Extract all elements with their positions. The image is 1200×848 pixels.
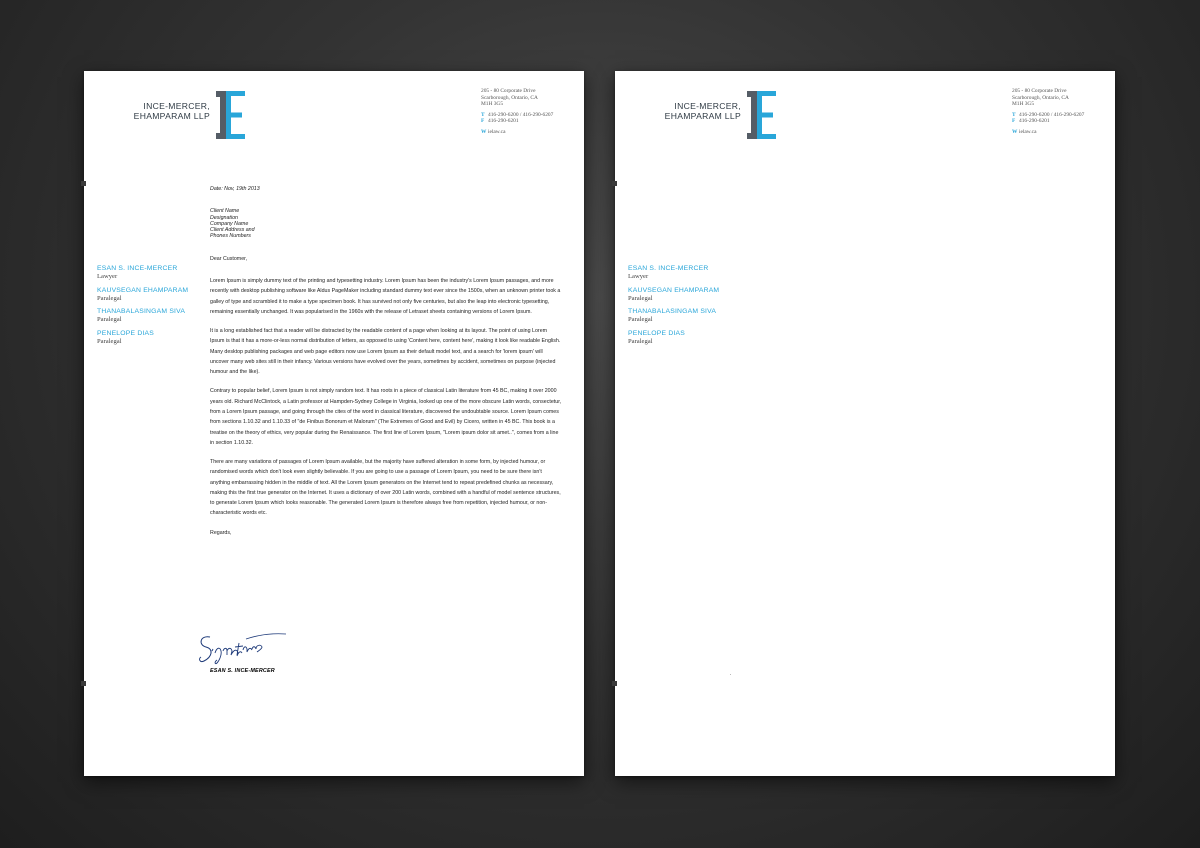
phone-label: T <box>481 111 485 118</box>
letter-body <box>210 184 562 538</box>
letterhead-sheet-blank <box>615 71 1115 776</box>
staff-list <box>97 265 207 351</box>
staff-name: ESAN S. INCE-MERCER <box>628 265 709 272</box>
staff-role: Paralegal <box>628 294 653 302</box>
phone-number: 416-290-6200 / 416-290-6207 <box>1019 111 1085 118</box>
address-line: M1H 3G5 <box>1012 101 1035 108</box>
fax-number: 416-290-6201 <box>1019 118 1050 125</box>
fax-label: F <box>481 118 485 125</box>
staff-member <box>97 308 207 324</box>
staff-role: Lawyer <box>97 273 118 280</box>
address-line: 205 - 80 Corporate Drive <box>1012 88 1067 94</box>
staff-name: THANABALASINGAM SIVA <box>628 308 717 315</box>
letter-paragraph: It is a long established fact that a reader will be distracted by the readable content of a page when looking at its layout. The point of using Lorem Ipsum is that it has a more-or-less normal distribution of letters, as opposed to using 'Content here, content here', making it look like readable English. Many desktop publishing packages and web page editors now use Lorem Ipsum as their default model text, and a search for 'lorem ipsum' will uncover many web sites still in their infancy. Various versions have evolved over the years, sometimes by accident, sometimes on purpose (injected humour and the like). <box>210 328 561 376</box>
staff-name: THANABALASINGAM SIVA <box>97 308 186 315</box>
staff-member <box>628 330 738 346</box>
recipient-line: Client Address and <box>210 227 255 234</box>
address-line: Scarborough, Ontario, CA <box>481 94 538 101</box>
letter-paragraph: Contrary to popular belief, Lorem Ipsum is not simply random text. It has roots in a piece of classical Latin literature from 45 BC, making it over 2000 years old. Richard McClintock, a Latin professor at Hampden-Sydney College in Virginia, looked up one of the more obscure Latin words, consectetur, from a Lorem Ipsum passage, and going through the cites of the word in classical literature, discovered the undoubtable source. Lorem Ipsum comes from sections 1.10.32 and 1.10.33 of "de Finibus Bonorum et Malorum" (The Extremes of Good and Evil) by Cicero, written in 45 BC. This book is a treatise on the theory of ethics, very popular during the Renaissance. The first line of Lorem Ipsum, "Lorem ipsum dolor sit amet..", comes from a line in section 1.10.32. <box>210 388 562 446</box>
staff-member <box>628 265 738 281</box>
letter-paragraph: Lorem Ipsum is simply dummy text of the printing and typesetting industry. Lorem Ipsum has been the industry's Lorem Ipsum passages, and more recently with desktop publishing software like Aldus PageMaker including standard dummy text ever since the 1500s, when an unknown printer took a galley of type and scrambled it to make a type specimen book. It has survived not only five centuries, but also the leap into electronic typesetting, remaining essentially unchanged. It was popularised in the 1960s with the release of Letraset sheets containing versions of Lorem Ipsum. <box>210 278 561 315</box>
staff-role: Lawyer <box>628 273 649 280</box>
web-row <box>481 129 583 136</box>
signature-image <box>196 627 306 669</box>
staff-member <box>628 287 738 303</box>
ie-monogram-icon <box>212 91 252 139</box>
staff-member <box>628 308 738 324</box>
staff-role: Paralegal <box>628 337 653 345</box>
web-address: ielaw.ca <box>488 128 506 135</box>
staff-role: Paralegal <box>97 337 122 345</box>
firm-name <box>665 102 741 121</box>
web-label: W <box>481 128 487 135</box>
fold-mark <box>81 681 86 686</box>
letterhead-sheet-with-letter <box>84 71 584 776</box>
staff-member <box>97 265 207 281</box>
fold-mark <box>612 181 617 186</box>
firm-logo <box>133 91 258 139</box>
phone-number: 416-290-6200 / 416-290-6207 <box>488 111 554 118</box>
firm-name-line1: INCE-MERCER, <box>143 101 210 111</box>
staff-list <box>628 265 738 351</box>
fold-mark <box>81 181 86 186</box>
letter-paragraph: There are many variations of passages of Lorem Ipsum available, but the majority have suffered alteration in some form, by injected humour, or randomised words which don't look even slightly believable. If you are going to use a passage of Lorem Ipsum, you need to be sure there isn't anything embarrassing hidden in the middle of text. All the Lorem Ipsum generators on the Internet tend to repeat predefined chunks as necessary, making this the first true generator on the Internet. It uses a dictionary of over 200 Latin words, combined with a handful of model sentence structures, to generate Lorem Ipsum which looks reasonable. The generated Lorem Ipsum is therefore always free from repetition, injected humour, or non-characteristic words etc. <box>210 458 561 517</box>
firm-name-line2: EHAMPARAM LLP <box>664 110 741 121</box>
staff-name: PENELOPE DIAS <box>628 329 685 337</box>
closing: Regards, <box>210 529 232 536</box>
phone-row <box>1012 112 1114 119</box>
recipient-line: Client Name <box>210 208 240 215</box>
address-line: 205 - 80 Corporate Drive <box>481 88 536 94</box>
paper-speck <box>730 674 731 675</box>
recipient-line: Designation <box>210 214 238 221</box>
fax-number: 416-290-6201 <box>488 118 519 125</box>
fax-row <box>481 118 583 125</box>
recipient-line: Phones Numbers <box>210 233 251 240</box>
ie-monogram-icon <box>743 91 783 139</box>
contact-block <box>1012 88 1114 136</box>
fax-row <box>1012 118 1114 125</box>
firm-name <box>134 102 210 121</box>
fold-mark <box>612 681 617 686</box>
staff-member <box>97 330 207 346</box>
firm-logo <box>664 91 789 139</box>
phone-label: T <box>1012 111 1016 118</box>
salutation: Dear Customer, <box>210 255 248 262</box>
signer-name: ESAN S. INCE-MERCER <box>210 668 275 674</box>
fax-label: F <box>1012 118 1016 125</box>
web-address: ielaw.ca <box>1019 128 1037 135</box>
staff-name: ESAN S. INCE-MERCER <box>97 265 178 272</box>
staff-name: KAUVSEGAN EHAMPARAM <box>97 286 189 294</box>
contact-block <box>481 88 583 136</box>
recipient-line: Company Name <box>210 220 249 227</box>
address-line: M1H 3G5 <box>481 101 504 108</box>
recipient-block <box>210 208 562 239</box>
staff-role: Paralegal <box>97 294 122 302</box>
staff-member <box>97 287 207 303</box>
firm-name-line1: INCE-MERCER, <box>674 101 741 111</box>
address-line: Scarborough, Ontario, CA <box>1012 94 1069 101</box>
staff-name: PENELOPE DIAS <box>97 329 154 337</box>
staff-role: Paralegal <box>628 316 653 323</box>
letter-date: Date: Nov, 19th 2013 <box>210 186 260 192</box>
firm-name-line2: EHAMPARAM LLP <box>133 110 210 121</box>
phone-row <box>481 112 583 119</box>
staff-name: KAUVSEGAN EHAMPARAM <box>628 286 720 294</box>
web-row <box>1012 129 1114 136</box>
web-label: W <box>1012 128 1018 135</box>
staff-role: Paralegal <box>97 316 122 323</box>
